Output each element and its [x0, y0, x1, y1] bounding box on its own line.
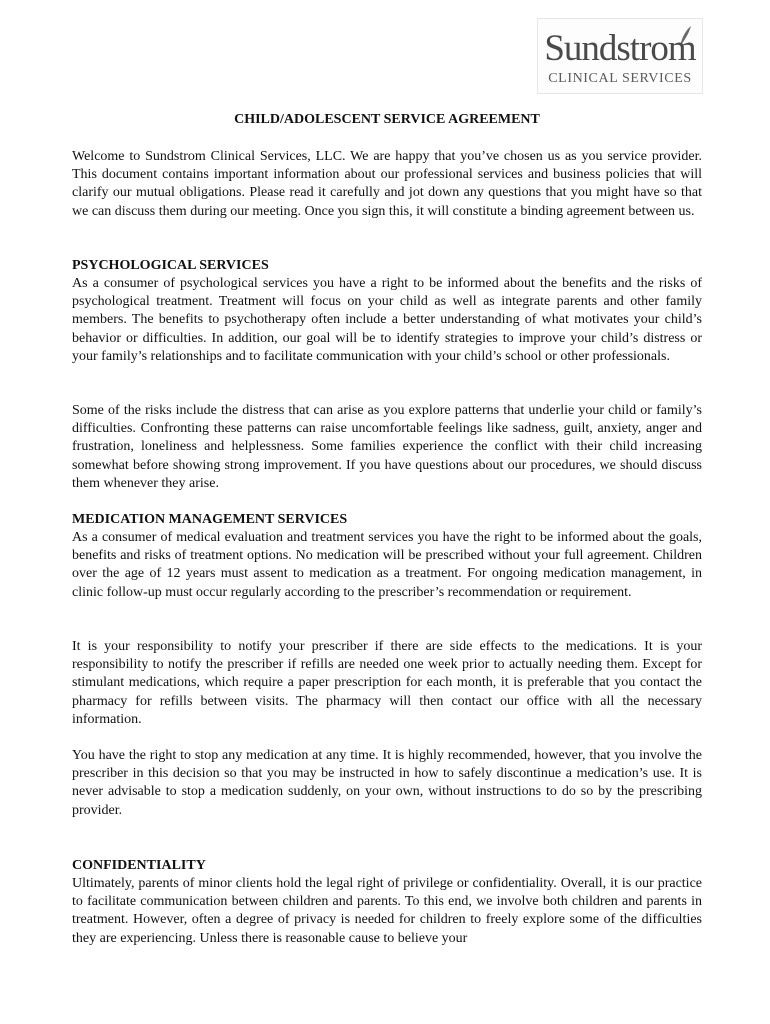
intro-paragraph: Welcome to Sundstrom Clinical Services, LLC. We are happy that you’ve chosen us as you service provider. This document contains important information about our professional services and business policies that will clarify our mutual obligations. Please read it carefully and jot down any questions that you might have so that we can discuss them during our meeting. Once you sign this, it will constitute a binding agreement between us.	[72, 149, 702, 219]
psychological-services-heading: PSYCHOLOGICAL SERVICES	[72, 258, 269, 273]
psychological-paragraph-2: Some of the risks include the distress that can arise as you explore patterns that underlie your child or family’s difficulties. Confronting these patterns can raise uncomfortable feelings like sadness, guilt, anxiety, anger and frustration, loneliness and helplessness. Some families experience the conflict with their child increasing somewhat before showing strong improvement. If you have questions about our procedures, we should discuss them whenever they arise.	[72, 403, 702, 491]
confidentiality-heading: CONFIDENTIALITY	[72, 858, 206, 873]
medication-paragraph-3: You have the right to stop any medication at any time. It is highly recommended, however, that you involve the prescriber in this decision so that you may be instructed in how to safely discontinue a medication’s use. It is never advisable to stop a medication suddenly, on your own, without instructions to do so by the prescribing provider.	[72, 748, 702, 818]
document-title: CHILD/ADOLESCENT SERVICE AGREEMENT	[234, 112, 540, 127]
medication-paragraph-2: It is your responsibility to notify your prescriber if there are side effects to the medications. It is your responsibility to notify the prescriber if refills are needed one week prior to actually needing them. Except for stimulant medications, which require a paper prescription for each month, it is preferable that you contact the pharmacy for refills between visits. The pharmacy will then contact our office with all the necessary information.	[72, 639, 702, 727]
medication-services-heading: MEDICATION MANAGEMENT SERVICES	[72, 512, 348, 527]
logo-tagline: CLINICAL SERVICES	[548, 71, 692, 86]
confidentiality-paragraph-1: Ultimately, parents of minor clients hold the legal right of privilege or confidentiality. Overall, it is our practice to facilitate communication between children and parents. To this end, we involve both children and parents in treatment. However, often a degree of privacy is needed for children to freely explore some of the difficulties they are experiencing. Unless there is reasonable cause to believe your	[72, 876, 702, 946]
company-logo	[537, 18, 703, 94]
medication-paragraph-1: As a consumer of medical evaluation and treatment services you have the right to be informed about the goals, benefits and risks of treatment options. No medication will be prescribed without your full agreement. Children over the age of 12 years must assent to medication as a treatment. For ongoing medication management, in clinic follow-up must occur regularly according to the prescriber’s recommendation or requirement.	[72, 530, 702, 600]
psychological-paragraph-1: As a consumer of psychological services you have a right to be informed about the benefits and the risks of psychological treatment. Treatment will focus on your child as well as integrate parents and other family members. The benefits to psychotherapy often include a better understanding of what motivates your child’s behavior or difficulties. In addition, our goal will be to identify strategies to improve your child’s distress or your family’s relationships and to facilitate communication with your child’s school or other professionals.	[72, 276, 702, 364]
logo-name: Sundstrom	[544, 28, 696, 69]
